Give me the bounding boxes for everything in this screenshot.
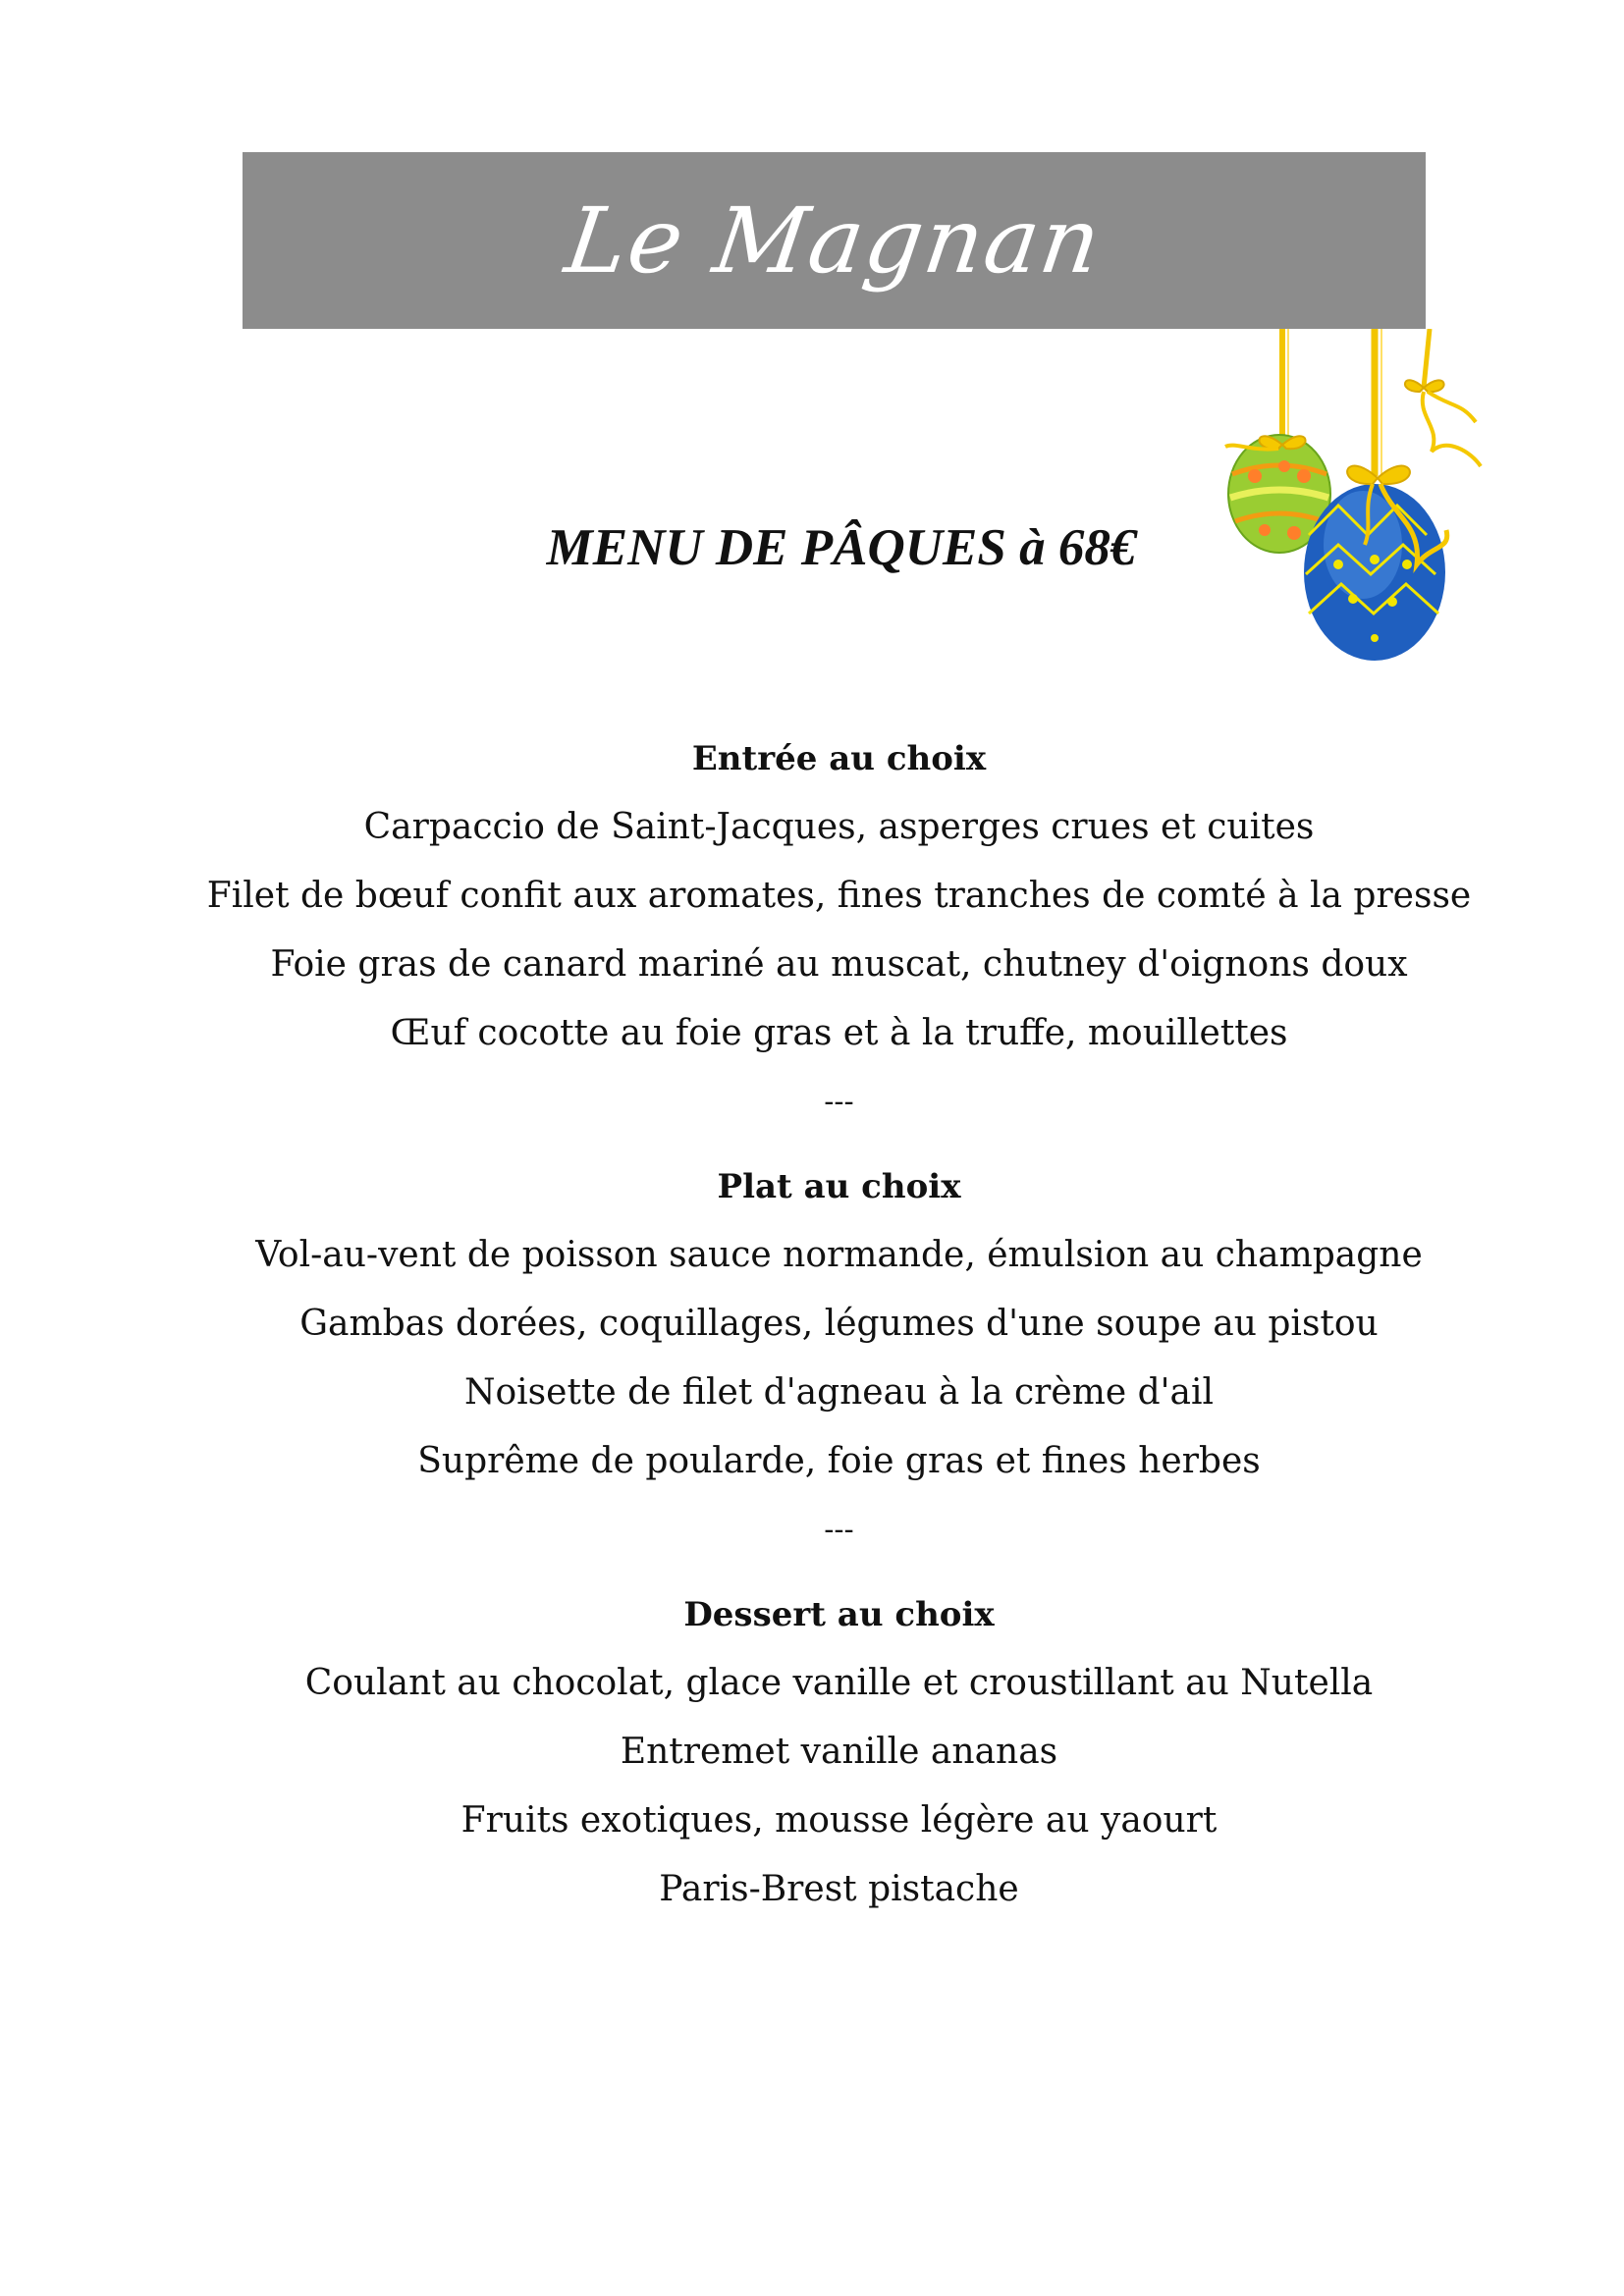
dish-item: Fruits exotiques, mousse légère au yaourt [460,1800,1218,1841]
dish-item: Gambas dorées, coquillages, légumes d'une soupe au pistou [299,1304,1379,1344]
section-separator: --- [824,1085,854,1119]
dish-item: Entremet vanille ananas [620,1732,1058,1772]
menu-title: MENU DE PÂQUES à 68€ [546,519,1137,576]
section-separator: --- [824,1513,854,1547]
dish-item: Noisette de filet d'agneau à la crème d'ail [463,1372,1215,1413]
restaurant-banner [243,152,1426,329]
dish-item: Vol-au-vent de poisson sauce normande, émulsion au champagne [255,1235,1423,1275]
easter-eggs-icon [1196,329,1490,667]
restaurant-name: Le Magnan [559,187,1110,294]
section-heading-plat: Plat au choix [717,1167,961,1206]
dish-item: Suprême de poularde, foie gras et fines herbes [417,1441,1261,1481]
dish-item: Œuf cocotte au foie gras et à la truffe, mouillettes [390,1013,1288,1053]
dish-item: Foie gras de canard mariné au muscat, chutney d'oignons doux [270,944,1408,985]
section-heading-dessert: Dessert au choix [683,1595,995,1634]
section-heading-entree: Entrée au choix [691,739,987,778]
dish-item: Carpaccio de Saint-Jacques, asperges crues et cuites [363,807,1315,847]
menu-content [0,736,1624,1936]
dish-item: Coulant au chocolat, glace vanille et croustillant au Nutella [304,1663,1374,1703]
dish-item: Paris-Brest pistache [659,1869,1019,1909]
dish-item: Filet de bœuf confit aux aromates, fines tranches de comté à la presse [206,876,1472,916]
